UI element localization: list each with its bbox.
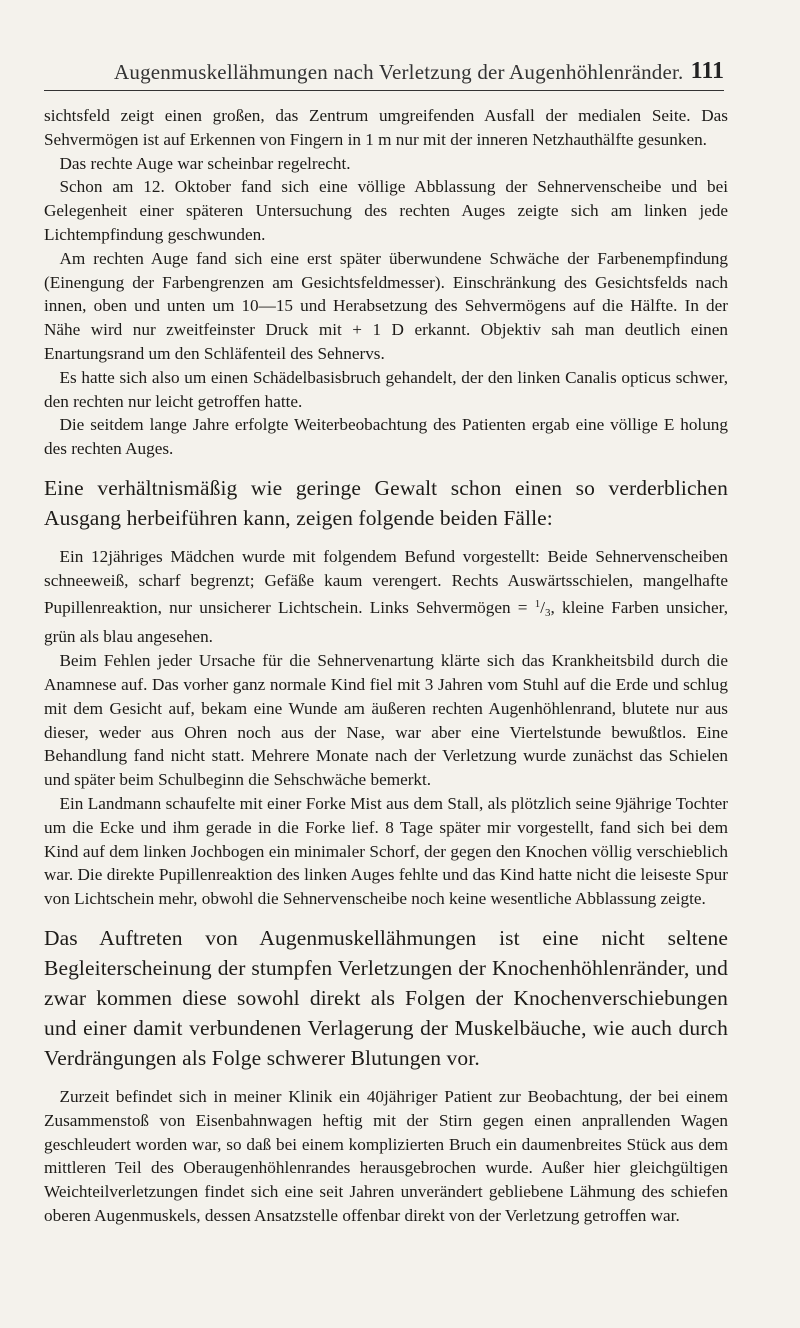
paragraph: Ein Landmann schaufelte mit einer Forke Mist aus dem Stall, als plötzlich seine 9jährige Tochter um die Ecke und ihm gerade in die Forke lief. 8 Tage später mir vorgestellt, fand sich bei dem Kind auf dem linken Jochbogen ein minimaler Schorf, der gegen den Knochen völlig verschieblich war. Die direkte Pupillenreaktion des linken Auges fehlte und das Kind hatte nicht die leiseste Spur von Lichtschein mehr, obwohl die Sehnervenscheibe noch keine wesentliche Abblassung zeigte. <box>44 793 728 909</box>
body-text <box>44 104 728 1228</box>
paragraph: Schon am 12. Oktober fand sich eine völlige Abblassung der Sehnervenscheibe und bei Gelegenheit einer späteren Untersuchung des rechten Auges zeigte sich am linken jede Lichtempfindung geschwunden. <box>44 177 728 244</box>
case-paragraph <box>44 545 728 649</box>
paragraph: Das rechte Auge war scheinbar regelrecht. <box>59 153 351 173</box>
paragraph: Beim Fehlen jeder Ursache für die Sehnervenartung klärte sich das Krankheitsbild durch die Anamnese auf. Das vorher ganz normale Kind fiel mit 3 Jahren vom Stuhl auf die Erde und schlug mit dem Gesicht auf, bekam eine Wunde am äußeren rechten Augenhöhlenrand, blutete nur aus dieser, weder aus Ohren noch aus der Nase, war aber eine Viertelstunde bewußtlos. Eine Behandlung fand nicht statt. Mehrere Monate nach der Verletzung wurde zunächst das Schielen und später beim Schulbeginn die Sehschwäche bemerkt. <box>44 651 728 790</box>
header-rule <box>44 90 724 91</box>
fraction-slash: / <box>540 597 545 617</box>
case-text: Ein 12jähriges Mädchen wurde mit folgendem Befund vorgestellt: Beide Sehnervenscheiben schneeweiß, scharf begrenzt; Gefäße kaum verengert. Rechts Auswärtsschielen, mangelhafte Pupillenreaktion, nur unsicherer Lichtschein. Links Sehvermögen = <box>44 546 728 617</box>
paragraph: Zurzeit befindet sich in meiner Klinik ein 40jähriger Patient zur Beobachtung, der bei einem Zusammenstoß von Eisenbahnwagen heftig mit der Stirn gegen einen anprallenden Wagen geschleudert worden war, so daß bei einem komplizierten Bruch ein daumenbreites Stück aus dem mittleren Teil des Oberaugenhöhlenrandes herausgebrochen wurde. Außer hier gleichgültigen Weichteilverletzungen findet sich eine seit Jahren unverändert gebliebene Lähmung des schiefen oberen Augenmuskels, dessen Ansatzstelle offenbar direkt von der Verletzung getroffen war. <box>44 1086 728 1225</box>
large-print-paragraph: Das Auftreten von Augenmuskellähmungen ist eine nicht seltene Begleiterscheinung der stumpfen Verletzungen der Knochenhöhlenränder, und zwar kommen diese sowohl direkt als Folgen der Knochenverschiebungen und einer damit verbundenen Verlagerung der Muskelbäuche, wie auch durch Verdrängungen als Folge schwerer Blutungen vor. <box>44 925 728 1070</box>
paragraph: Am rechten Auge fand sich eine erst später überwundene Schwäche der Farbenempfindung (Einengung der Farbengrenzen am Gesichtsfeldmesser). Einschränkung des Gesichtsfelds nach innen, oben und unten um 10—15 und Herabsetzung des Sehvermögens auf die Hälfte. In der Nähe wird nur zweitfeinster Druck mit + 1 D erkannt. Objektiv sah man deutlich einen Enartungsrand um den Schläfenteil des Sehnervs. <box>44 248 728 363</box>
fraction-denominator: 3 <box>545 606 551 619</box>
running-header-title: Augenmuskellähmungen nach Verletzung der Augenhöhlenränder. <box>114 60 684 84</box>
case-text-end: , kleine Farben unsicher, grün als blau angesehen. <box>44 597 728 647</box>
paragraph: Die seitdem lange Jahre erfolgte Weiterbeobachtung des Patienten ergab eine völlige E holung des rechten Auges. <box>44 415 728 459</box>
running-header <box>44 58 724 92</box>
page-number: 111 <box>690 58 724 84</box>
paragraph-continuation: sichtsfeld zeigt einen großen, das Zentrum umgreifenden Ausfall der medialen Seite. Das Sehvermögen ist auf Erkennen von Fingern in 1 m nur mit der inneren Netzhauthälfte gesunken. <box>44 106 728 149</box>
fraction-numerator: 1 <box>534 597 541 610</box>
paragraph: Es hatte sich also um einen Schädelbasisbruch gehandelt, der den linken Canalis opticus schwer, den rechten nur leicht getroffen hatte. <box>44 367 728 411</box>
large-print-paragraph: Eine verhältnismäßig wie geringe Gewalt schon einen so verderblichen Ausgang herbeiführen kann, zeigen folgende beiden Fälle: <box>44 475 728 530</box>
